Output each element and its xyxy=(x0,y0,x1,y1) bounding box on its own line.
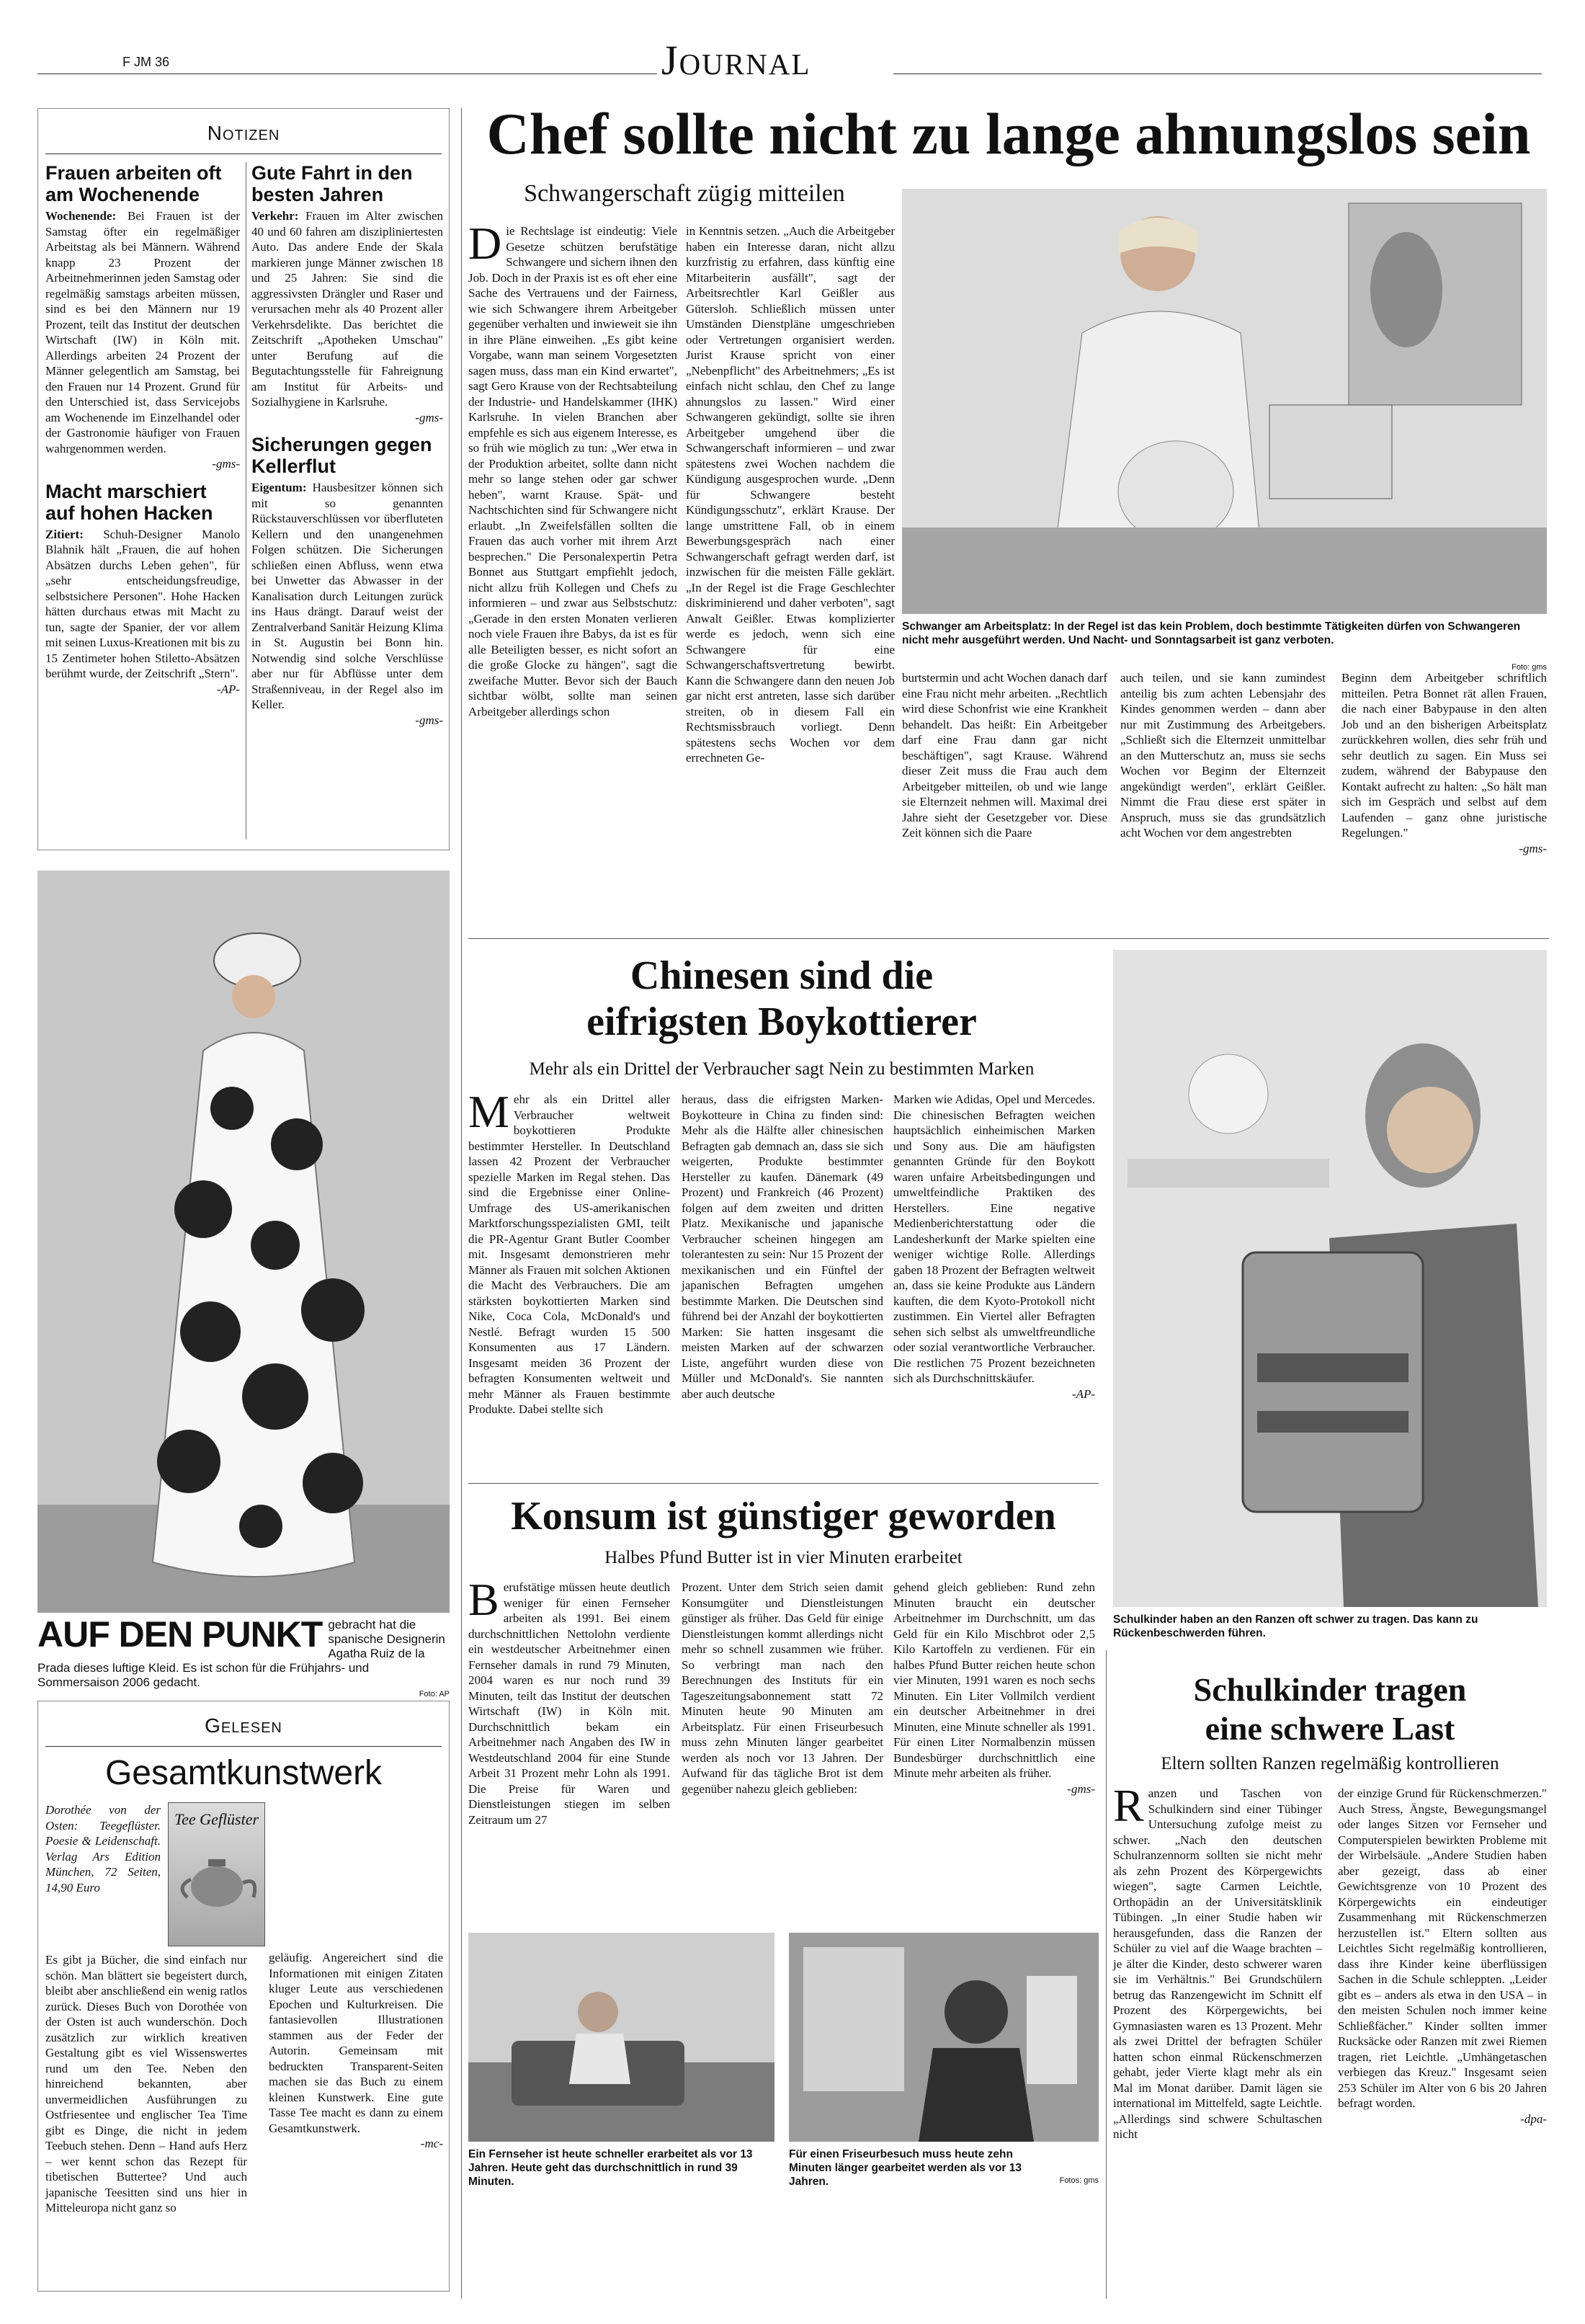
page-label: F JM 36 xyxy=(122,55,170,69)
article4-subhead: Eltern sollten Ranzen regelmäßig kontrollieren xyxy=(1161,1754,1499,1773)
fashion-credit: Foto: AP xyxy=(419,1690,450,1699)
hairdresser-photo-caption: Für einen Friseurbesuch muss heute zehn Minuten länger gearbeitet werden als vor 13 Jahren. xyxy=(789,2148,1022,2188)
article1-col2 xyxy=(686,223,895,766)
notiz-sig-4: -gms- xyxy=(415,713,443,727)
article2-dropcap: M xyxy=(468,1086,509,1137)
article3-col1-text: erufstätige müssen heute deutlich weniger für einen Fernseher arbeiten als 1991. Bei einem durchschnittlichen Nettolohn verdiente ein westdeutscher Arbeitnehmer einen Fernseher damals in rund 79 Minuten, 2004 waren es nur noch rund 39 Minuten, teilt das Institut der deutschen Wirtschaft (IW) in Köln mit. Durchschnittlich bekam ein Arbeitnehmer nach Angaben des IW in Westdeutschland 2004 für eine Stunde Arbeit 31 Prozent mehr Lohn als 1991. Die Preise für Waren und Dienstleistungen stiegen im selben Zeitraum um 27 xyxy=(468,1580,670,1827)
office-scene-illustration xyxy=(902,189,1547,614)
gelesen-text-1: Es gibt ja Bücher, die sind einfach nur schön. Man blättert sie begeistert durch, bleibt aber anschließend ein wenig ratlos zurück. Dieses Buch von Dorothée von der Osten ist auch wunderschön. Doch zusätzlich zur wirklich kreativen Gestaltung gibt es viel Wissenswertes rund um den Tee. Neben den hinreichend bekannten, aber unvermeidlichen Ausführungen zu Ostfriesentee und englischer Tea Time gibt es Dinge, die nicht in jedem Teebuch stehen. Denn – Hand aufs Herz – wer kennt schon das Rezept für tibetischen Buttertee? Und auch japanische Teesitten sind uns hier in Mitteleuropa nicht ganz so xyxy=(45,1953,247,2214)
article4-col1 xyxy=(1113,1780,1322,2142)
pregnant-woman-photo xyxy=(902,189,1547,614)
article1-subhead: Schwangerschaft zügig mitteilen xyxy=(524,180,845,207)
article3-headline: Konsum ist günstiger geworden xyxy=(511,1494,1056,1539)
article2-col1 xyxy=(468,1086,670,1417)
divider-article1-bottom xyxy=(468,938,1549,939)
article3-col2-text: Prozent. Unter dem Strich seien damit Konsumgüter und Dienstleistungen günstiger als früher. Das Geld für einige Dienstleistungen kommt allerdings nicht mehr so schnell zusammen wie früher. So verbringt man nach den Berechnungen des Instituts für ein Tageszeitungsabonnement statt 72 Minuten heute 90 Minuten am Arbeitsplatz. Für einen Friseurbesuch muss zehn Minuten länger gearbeitet werden als noch vor 13 Jahren. Der Aufwand für das tägliche Brot ist dem gegenüber nahezu gleich geblieben: xyxy=(682,1580,883,1796)
gelesen-text-2: geläufig. Angereichert sind die Informationen mit einigen Zitaten kluger Leute aus verschiedenen Epochen und Kulturkreisen. Die fantasievollen Illustrationen stammen aus der Feder der Autorin. Gemeinsam mit bedruckten Transparent-Seiten machen sie das Buch zu einem kleinen Kunstwerk. Eine gute Tasse Tee macht es dann zu einem Gesamtkunstwerk. xyxy=(269,1951,443,2135)
column-divider-left xyxy=(461,108,462,2299)
article4-headline xyxy=(1113,1670,1547,1748)
notiz-sig-3: -gms- xyxy=(415,410,443,424)
article1-photo-caption: Schwanger am Arbeitsplatz: In der Regel ist das kein Problem, doch bestimmte Tätigkeiten dürfen von Schwangeren nicht mehr ausgeführt werden. Und Nacht- und Sonntagsarbeit ist ganz verboten. xyxy=(902,620,1521,646)
fashion-caption-text: gebracht hat die spanische Designerin Agatha Ruiz de la Prada dieses luftige Kleid. Es ist schon für die Frühjahrs- und Sommersaison 2006 gedacht. xyxy=(37,1618,445,1689)
notizen-label: Notizen xyxy=(207,122,280,144)
tv-photo xyxy=(468,1933,774,2142)
schoolgirl-photo-caption: Schulkinder haben an den Ranzen oft schwer zu tragen. Das kann zu Rückenbeschwerden führen. xyxy=(1113,1613,1478,1639)
article1-headline: Chef sollte nicht zu lange ahnungslos sein xyxy=(486,101,1531,166)
notizen-box xyxy=(37,108,450,850)
article2-col2-text: heraus, dass die eifrigsten Marken-Boykotteure in China zu finden sind: Mehr als die Hälfte aller chinesischen Befragten gab demnach an, dass sie sich weigerten, Produkte bestimmter Hersteller zu kaufen. Dänemark (49 Prozent) und Frankreich (46 Prozent) folgen auf dem zweiten und dritten Platz. Mexikanische und japanische Verbraucher scheinen hingegen am tolerantesten zu sein: Nur 15 Prozent der mexikanischen und ein Fünftel der japanischen Befragten umgehen bestimmte Marken. Die Deutschen sind führend bei der Anzahl der boykottierten Marken: Sie hatten insgesamt die meisten Marken auf der schwarzen Liste, angeführt wurden diese von Müller und McDonald's. Sie nannten aber auch deutsche xyxy=(682,1092,883,1401)
article4-col2-text: der einzige Grund für Rückenschmerzen." Auch Stress, Ängste, Bewegungsmangel oder langes Sitzen vor Fernseher und Computerspielen bewirkten Probleme mit der Wirbelsäule. „Andere Studien haben aber gezeigt, dass ab einer Gewichtsgrenze von 10 Prozent des Körpergewichts ein eindeutiger Zusammenhang mit Rückenschmerzen herzustellen ist." Eltern sollten aus Leichtles Sicht regelmäßig kontrollieren, dass ihre Kinder keine überflüssigen Sachen in die Schule schleppten. „Leider gibt es – anders als etwa in den USA – in den meisten Schulen noch immer keine Schließfächer." Kinder sollten immer Rucksäcke oder Ranzen mit zwei Riemen tragen, riet Leichtle. „Umhängetaschen verbiegen das Kreuz." Insgesamt seien 253 Schüler im Alter von 6 bis 20 Jahren befragt worden. xyxy=(1338,1786,1547,2110)
column-divider-right xyxy=(1106,1650,1107,2299)
notiz-title-2: Macht marschiert auf hohen Hacken xyxy=(45,480,213,524)
book-cover-title: Tee Geflüster xyxy=(174,1810,259,1828)
article2-col3-text: Marken wie Adidas, Opel und Mercedes. Die chinesischen Befragten weichen hauptsächlich einheimischen Marken und Sony aus. Die am häufigsten genannten Gründe für den Boykott waren unfaire Arbeitsbedingungen und umweltfeindliche Praktiken des Herstellers. Eine negative Medienberichterstattung oder die Landesherkunft der Marke spielten eine weniger wichtige Rolle. Allerdings gaben 18 Prozent der Befragten weltweit an, dass sie keine Produkte aus Ländern kauften, die dem Kyoto-Protokoll nicht zustimmen. Ein Viertel aller Befragten sehen sich selbst als umweltfreundliche oder sozial verantwortliche Verbraucher. Die restlichen 75 Prozent bezeichneten sich als Durchschnittskäufer. xyxy=(893,1092,1095,1385)
notizen-col-left xyxy=(45,162,240,697)
article4-col1-text: anzen und Taschen von Schulkindern sind einer Tübinger Untersuchung zufolge meist zu schwer. „Nach den deutschen Schulranzennorm sollten sie nicht mehr als zehn Prozent des Körpergewichts wiegen", sagte Carmen Leichtle, Orthopädin an der Universitätsklinik Tübingen. „In einer Studie haben wir herausgefunden, dass die Ranzen der Schüler zu viel auf die Waage brachten – je älter die Kinder, desto schwerer waren sie im Verhältnis." Bei Grundschülern betrug das Ranzengewicht im Schnitt elf Prozent des Körpergewichts, bei Gymnasiasten waren es 13 Prozent. Mehr als zwei Drittel der befragten Schüler hatten schon einmal Rückenschmerzen gehabt, jeder Vierte klagt mehr als ein Mal im Monat darüber. Damit lägen sie international im Mittelfeld, sagte Leichtle. „Allerdings sind schwere Schultaschen nicht xyxy=(1113,1786,1322,2141)
article4-dropcap: R xyxy=(1113,1780,1144,1831)
article4-sig: -dpa- xyxy=(1520,2111,1547,2126)
notiz-title-4: Sicherungen gegen Kellerflut xyxy=(251,434,432,477)
article3-subhead: Halbes Pfund Butter ist in vier Minuten erarbeitet xyxy=(604,1548,963,1567)
article4-col2 xyxy=(1338,1786,1547,2127)
notiz-text-2: Zitiert: Schuh-Designer Manolo Blahnik hält „Frauen, die auf hohen Absätzen durchs Leben gehen", für „sehr entscheidungsfreudige, selbstsichere Personen". Hohe Hacken hätten durchaus etwas mit Macht zu tun, sagte der Spanier, der vor allem mit seinen Luxus-Kreationen mit bis zu 15 Zentimeter hohen Stiletto-Absätzen berühmt wurde, der Zeitschrift „Stern". xyxy=(45,527,240,680)
schoolgirl-with-backpack-illustration xyxy=(1113,950,1547,1607)
article2-headline-line1: Chinesen sind die xyxy=(630,953,934,998)
article2-sig: -AP- xyxy=(1071,1386,1095,1401)
man-on-sofa-illustration xyxy=(468,1933,774,2142)
article3-dropcap: B xyxy=(468,1574,499,1625)
article1-col2-text: in Kenntnis setzen. „Auch die Arbeitgeber haben ein Interesse daran, nicht allzu kurzfristig zu erfahren, dass künftig eine Mitarbeiterin ausfällt", sagt der Arbeitsrechtler Karl Geißler aus Gütersloh. Schließlich müssen unter Umständen Dienstpläne umgeschrieben oder Vertretungen organisiert werden. Jurist Krause spricht von einer „Nebenpflicht" des Arbeitnehmers; „Es ist einfach nicht schlau, den Chef zu lange ahnungslos zu lassen." Wird einer Schwangeren gekündigt, sollte sie ihren Arbeitgeber umgehend über die Schwangerschaft informieren – und zwar spätestens zwei Wochen nachdem die Kündigung ausgesprochen wurde. „Denn für Schwangere besteht Kündigungsschutz", erklärt Krause. Der lange umstrittene Fall, ob in einem Bewerbungsgespräch nach einer Schwangerschaft gefragt werden darf, ist inzwischen für die meisten Fälle geklärt. „In der Regel ist die Frage Geschlechter diskriminierend und daher verboten", sagt Anwalt Geißler. Etwas komplizierter werde es jedoch, wenn sich eine Schwangere für eine Schwangerschaftsvertretung bewirbt. Kann die Schwangere dann den neuen Job gar nicht erst antreten, lasse sich darüber streiten, ob in diesem Fall ein Rechtsmissbrauch vorliegt. Denn spätestens sechs Wochen vor dem errechneten Ge- xyxy=(686,224,895,765)
tv-photo-caption: Ein Fernseher ist heute schneller erarbeitet als vor 13 Jahren. Heute geht das durchschnittlich in rund 39 Minuten. xyxy=(468,2148,753,2188)
article2-headline xyxy=(468,953,1095,1045)
notiz-text-4: Eigentum: Hausbesitzer können sich mit so genannten Rückstauverschlüssen vor überfluteten Kellern und den unangenehmen Folgen schützen. Die Sicherungen schließen einen Abfluss, wenn etwa bei Unwetter das Abwasser in der Kanalisation durch Leitungen zurück ins Haus drängt. Darauf weist der Zentralverband Sanitär Heizung Klima in St. Augustin bei Bonn hin. Notwendig sind solche Verschlüsse aber nur für Abflüsse unter dem Straßenniveau, in der Regel also im Keller. xyxy=(251,481,443,711)
gelesen-label: Gelesen xyxy=(205,1714,282,1737)
article1-sig: -gms- xyxy=(1519,841,1547,855)
polka-dot-dress-illustration xyxy=(37,871,450,1613)
section-title: Journal xyxy=(661,37,811,84)
hairdresser-scene-illustration xyxy=(789,1933,1099,2142)
gelesen-title: Gesamtkunstwerk xyxy=(104,1754,383,1792)
teapot-icon xyxy=(169,1829,266,1930)
article2-col2 xyxy=(682,1092,883,1402)
article1-photo-credit: Foto: gms xyxy=(1512,663,1547,672)
article3-col3 xyxy=(893,1580,1095,1797)
fashion-photo xyxy=(37,871,450,1613)
article3-col1 xyxy=(468,1574,670,1827)
gelesen-col-right xyxy=(269,1950,443,2152)
gelesen-rule xyxy=(45,1746,442,1747)
article1-col3 xyxy=(902,670,1107,841)
article1-col5-text: Beginn dem Arbeitgeber schriftlich mitteilen. Petra Bonnet rät allen Frauen, die nach einer Babypause in den alten Job und an den bisherigen Arbeitsplatz zurückkehren wollen, dies sehr früh und sehr deutlich zu sagen. Ein Muss sei zudem, während der Babypause den Kontakt aufrecht zu halten: „So hält man sich im Gespräch und selbst auf dem Laufenden – ganz ohne juristische Regelungen." xyxy=(1341,671,1547,840)
notizen-col-right xyxy=(251,162,443,728)
notiz-text-1: Wochenende: Bei Frauen ist der Samstag öfter ein regelmäßiger Arbeitstag als bei Männern. Während knapp 23 Prozent der Arbeitnehmerinnen jeden Samstag oder regelmäßig samstags arbeiten müssen, sind es bei den Männern nur 19 Prozent, teilt das Institut der deutschen Wirtschaft (IW) in Köln mit. Allerdings arbeiten 24 Prozent der Männer gelegentlich am Samstag, bei den Frauen nur 14 Prozent. Grund für den Unterschied ist, dass Servicejobs am Wochenende im Einzelhandel oder der Gastronomie häufiger von Frauen wahrgenommen werden. xyxy=(45,209,240,455)
article3-sig: -gms- xyxy=(1067,1781,1095,1796)
gelesen-sig: -mc- xyxy=(420,2137,443,2150)
article1-col4-text: auch teilen, und sie kann zumindest anteilig bis zum achten Lebensjahr des Kindes genommen werden – dann aber nur mit Zustimmung des Arbeitgebers. „Schließt sich die Elternzeit unmittelbar an den Mutterschutz an, muss sie sechs Wochen vor Beginn der Elternzeit angekündigt werden", erklärt Geißler. Nimmt die Frau diese erst später in Anspruch, muss sie das grundsätzlich acht Wochen vor dem angestrebten xyxy=(1120,671,1326,840)
article3-col2 xyxy=(682,1580,883,1797)
article2-headline-line2: eifrigsten Boykottierer xyxy=(586,1000,977,1044)
article1-col3-text: burtstermin und acht Wochen danach darf eine Frau nicht mehr arbeiten. „Rechtlich wird diese Schonfrist wie eine Krankheit behandelt. Das heißt: Ein Arbeitgeber darf eine Frau dann gar nicht beschäftigen", sagt Krause. Während dieser Zeit muss die Frau auch dem Arbeitgeber mitteilen, ob und wie lange sie Elternzeit nehmen will. Maximal drei Jahre sieht der Gesetzgeber vor. Diese Zeit können sich die Paare xyxy=(902,671,1107,840)
notiz-title-3: Gute Fahrt in den besten Jahren xyxy=(251,162,413,205)
gelesen-book-info: Dorothée von der Osten: Teegeflüster. Poesie & Leidenschaft. Verlag Ars Edition München, 72 Seiten, 14,90 Euro xyxy=(45,1803,161,1895)
article1-col5 xyxy=(1341,670,1547,856)
notiz-title-1: Frauen arbeiten oft am Wochenende xyxy=(45,162,222,205)
book-cover xyxy=(168,1802,265,1946)
article1-col1 xyxy=(468,218,677,719)
article4-headline-line1: Schulkinder tragen xyxy=(1193,1671,1467,1708)
fashion-caption-big: AUF DEN PUNKT xyxy=(37,1614,323,1655)
notiz-sig-2: -AP- xyxy=(216,682,240,696)
schoolgirl-photo xyxy=(1113,950,1547,1607)
hairdresser-photo-credit: Fotos: gms xyxy=(1059,2176,1099,2185)
article2-subhead: Mehr als ein Drittel der Verbraucher sagt Nein zu bestimmten Marken xyxy=(529,1059,1035,1079)
hairdresser-photo xyxy=(789,1933,1099,2142)
fashion-caption xyxy=(37,1614,450,1699)
article1-dropcap: D xyxy=(468,218,502,269)
divider-article2-bottom xyxy=(468,1483,1099,1484)
gelesen-col-left-text xyxy=(45,1952,247,2216)
gelesen-box xyxy=(37,1701,450,2292)
article1-col4 xyxy=(1120,670,1326,841)
article4-headline-line2: eine schwere Last xyxy=(1205,1710,1455,1747)
notiz-sig-1: -gms- xyxy=(212,457,240,471)
notiz-text-3: Verkehr: Frauen im Alter zwischen 40 und 60 fahren am diszipliniertesten Auto. Das andere Ende der Skala markieren junge Männer zwischen 18 und 25 Jahren: Sie sind die aggressivsten Drängler und Raser und verursachen mehr als 40 Prozent aller Verkehrsdelikte. Das berichtet die Zeitschrift „Apotheken Umschau" unter Berufung auf die Begutachtungsstelle für Fahreignung am Institut für Arbeits- und Sozialhygiene in Karlsruhe. xyxy=(251,209,443,409)
notizen-rule xyxy=(45,153,442,154)
article3-col3-text: gehend gleich geblieben: Rund zehn Minuten braucht ein deutscher Arbeitnehmer im Durchschnitt, um das Geld für ein Kilo Mischbrot oder 2,5 Kilo Kartoffeln zu verdienen. Für ein halbes Pfund Butter reichen heute schon vier Minuten, 1991 waren es noch sechs Minuten. Ein Liter Vollmilch verdient ein deutscher Arbeitnehmer in drei Minuten, eine Minute schneller als 1991. Für einen Liter Normalbenzin müssen Bundesbürger durchschnittlich eine Minute mehr arbeiten als früher. xyxy=(893,1580,1095,1780)
article1-col1-text: ie Rechtslage ist eindeutig: Viele Gesetze schützen berufstätige Schwangere und sichern ihnen den Job. Doch in der Praxis ist es oft eher eine Sache des Vertrauens und der Fairness, wie sich Schwangere ihrem Arbeitgeber gegenüber verhalten und inwieweit sie ihn in ihre Pläne einweihen. „Es gibt keine Vorgabe, wann man seinem Vorgesetzten sagen muss, dass man ein Kind erwartet", sagt Gero Krause von der Rechtsabteilung der Industrie- und Handelskammer (IHK) Karlsruhe. In vielen Branchen aber empfehle es sich aus eigenem Interesse, es so früh wie möglich zu tun: „Wer etwa in der Produktion arbeitet, sollte dann nicht mehr so lange stehen oder gar schwer heben", warnt Krause. Spät- und Nachtschichten sind für Schwangere nicht erlaubt. „In Zweifelsfällen sollten die Frauen das auch vorher mit ihrem Arzt besprechen." Die Personalexpertin Petra Bonnet aus Stuttgart empfiehlt jedoch, nicht allzu früh Kollegen und Chefs zu informieren – und zwar aus Selbstschutz: „Gerade in den ersten Monaten verlieren noch viele Frauen ihre Babys, da ist es für alle Beteiligten besser, es nicht sofort an die große Glocke zu hängen", sagt die zweifache Mutter. Bevor sich der Bauch sichtbar wölbt, sollte man seinen Arbeitgeber allerdings schon xyxy=(468,224,677,718)
article2-col1-text: ehr als ein Drittel aller Verbraucher weltweit boykottieren Produkte bestimmter Hersteller. In Deutschland lassen 42 Prozent der Verbraucher spezielle Marken im Regal stehen. Das sind die Ergebnisse einer Online-Umfrage des US-amerikanischen Marktforschungsspezialisten GMI, teilt die PR-Agentur Grant Butler Coomber mit. Insgesamt demonstrieren mehr Männer als Frauen mit solchen Aktionen die Macht des Verbrauchers. Die am stärksten boykottierten Marken sind Nike, Coca Cola, McDonald's und Nestlé. Befragt wurden 15 500 Konsumenten aus 17 Ländern. Insgesamt meiden 36 Prozent der befragten Konsumenten weltweit und mehr Männer als Frauen bestimmte Produkte. Dabei stellte sich xyxy=(468,1092,670,1416)
article2-col3 xyxy=(893,1092,1095,1402)
